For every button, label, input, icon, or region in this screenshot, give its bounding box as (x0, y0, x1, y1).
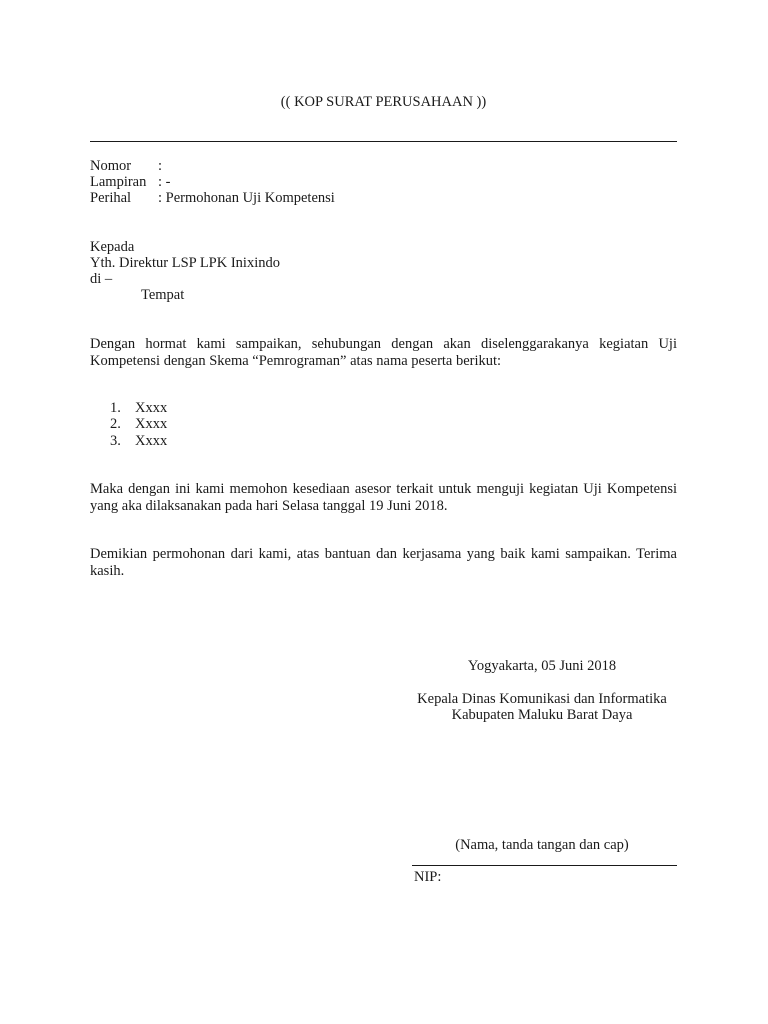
recipient-place: Tempat (141, 287, 185, 303)
nomor-value: : (158, 158, 163, 174)
lampiran-value: : - (158, 174, 171, 190)
perihal-row (90, 190, 335, 206)
lampiran-row (90, 174, 170, 190)
signatory-title-line2: Kabupaten Maluku Barat Daya (451, 707, 633, 723)
list-item (110, 433, 167, 449)
signature-line (412, 865, 677, 866)
list-item (110, 400, 167, 416)
nip-label: NIP: (414, 869, 442, 885)
letterhead-divider (90, 141, 677, 142)
nomor-label: Nomor (90, 158, 132, 174)
recipient-kepada: Kepada (90, 239, 135, 255)
perihal-label: Perihal (90, 190, 132, 206)
signatory-title-line1: Kepala Dinas Komunikasi dan Informatika (417, 691, 667, 707)
recipient-di: di – (90, 271, 113, 287)
participant-name: Xxxx (135, 400, 168, 416)
list-number: 1. (110, 400, 121, 416)
participant-name: Xxxx (135, 416, 168, 432)
list-number: 2. (110, 416, 121, 432)
request-paragraph: Maka dengan ini kami memohon kesediaan asesor terkait untuk menguji kegiatan Uji Kompetensi yang aka dilaksanakan pada hari Selasa tanggal 19 Juni 2018. (90, 481, 677, 514)
recipient-name: Yth. Direktur LSP LPK Inixindo (90, 255, 280, 271)
participant-name: Xxxx (135, 433, 168, 449)
closing-paragraph: Demikian permohonan dari kami, atas bantuan dan kerjasama yang baik kami sampaikan. Terima kasih. (90, 546, 677, 579)
place-date: Yogyakarta, 05 Juni 2018 (467, 658, 617, 674)
signature-placeholder: (Nama, tanda tangan dan cap) (455, 837, 629, 853)
list-number: 3. (110, 433, 121, 449)
intro-paragraph: Dengan hormat kami sampaikan, sehubungan dengan akan diselenggarakanya kegiatan Uji Kompetensi dengan Skema “Pemrograman” atas nama peserta berikut: (90, 336, 677, 369)
letterhead-title: (( KOP SURAT PERUSAHAAN )) (280, 94, 487, 110)
list-item (110, 416, 167, 432)
lampiran-label: Lampiran (90, 174, 147, 190)
nomor-row (90, 158, 162, 174)
perihal-value: : Permohonan Uji Kompetensi (158, 190, 335, 206)
